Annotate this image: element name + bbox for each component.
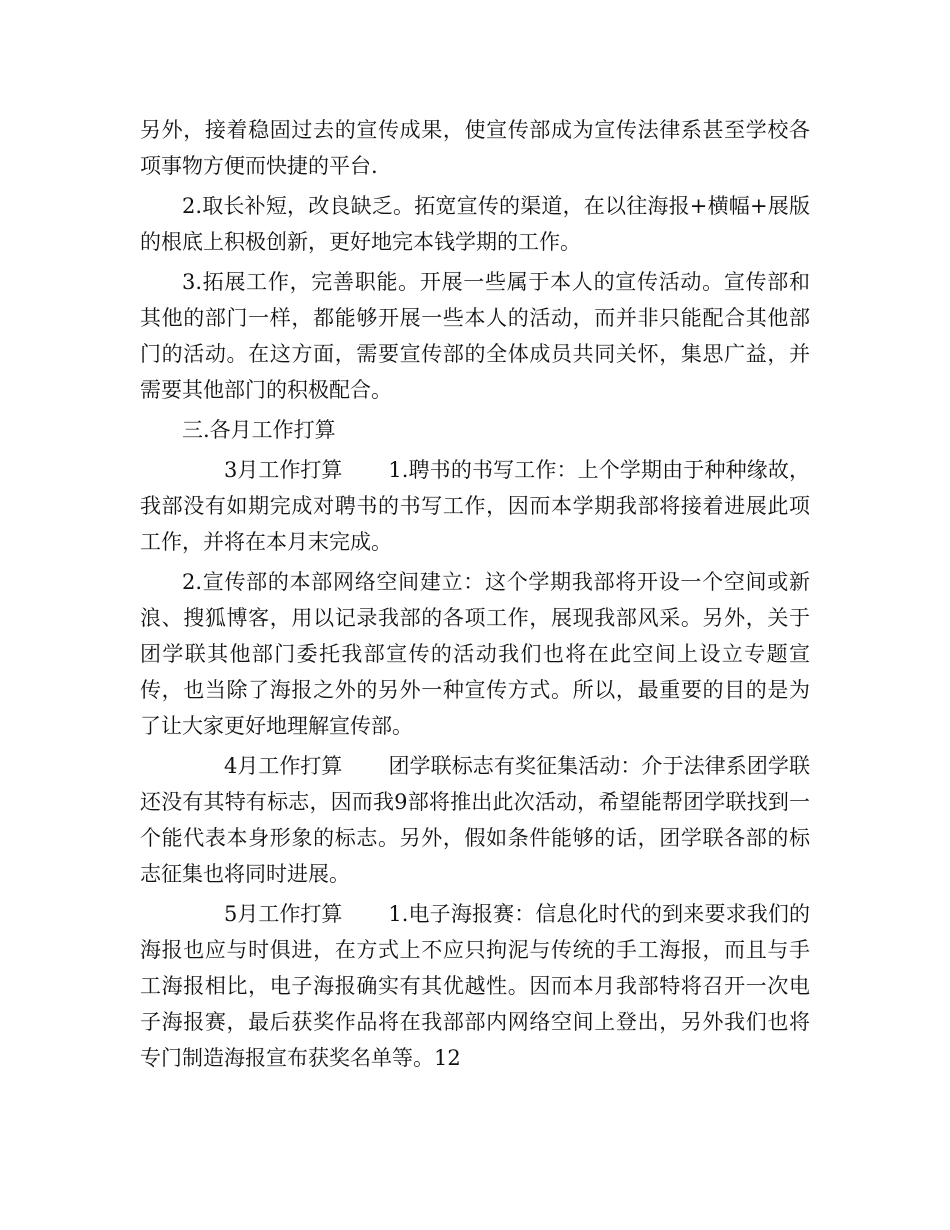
paragraph-item-2: 2.取长补短，改良缺乏。拓宽宣传的渠道，在以往海报+横幅+展版的根底上积极创新，更好地完本钱学期的工作。	[140, 194, 810, 254]
march-plan-text: 1.聘书的书写工作：上个学期由于种种缘故，我部没有如期完成对聘书的书写工作，因而本学期我部将接着进展此项工作，并将在本月末完成。	[140, 458, 810, 554]
paragraph-april-plan	[140, 748, 810, 892]
paragraph-intro: 另外，接着稳固过去的宣传成果，使宣传部成为宣传法律系甚至学校各项事物方便而快捷的平台.	[140, 118, 810, 178]
section-heading-monthly-plan: 三.各月工作打算	[182, 418, 336, 442]
may-plan-text: 1.电子海报赛：信息化时代的到来要求我们的海报也应与时俱进，在方式上不应只拘泥与传统的手工海报，而且与手工海报相比，电子海报确实有其优越性。因而本月我部特将召开一次电子海报赛，最后获奖作品将在我部部内网络空间上登出，另外我们也将专门制造海报宣布获奖名单等。12	[140, 902, 810, 1070]
document-page	[140, 112, 810, 1080]
april-plan-label: 4月工作打算	[224, 754, 343, 778]
may-plan-label: 5月工作打算	[224, 902, 343, 926]
march-plan-label: 3月工作打算	[224, 458, 343, 482]
paragraph-network-space: 2.宣传部的本部网络空间建立：这个学期我部将开设一个空间或新浪、搜狐博客，用以记录我部的各项工作，展现我部风采。另外，关于团学联其他部门委托我部宣传的活动我们也将在此空间上设立专题宣传，也当除了海报之外的另外一种宣传方式。所以，最重要的目的是为了让大家更好地理解宣传部。	[140, 570, 810, 738]
paragraph-may-plan	[140, 896, 810, 1076]
paragraph-item-3: 3.拓展工作，完善职能。开展一些属于本人的宣传活动。宣传部和其他的部门一样，都能够开展一些本人的活动，而并非只能配合其他部门的活动。在这方面，需要宣传部的全体成员共同关怀，集思广益，并需要其他部门的积极配合。	[140, 270, 810, 402]
paragraph-march-plan	[140, 452, 810, 560]
april-plan-text: 团学联标志有奖征集活动：介于法律系团学联还没有其特有标志，因而我9部将推出此次活动，希望能帮团学联找到一个能代表本身形象的标志。另外，假如条件能够的话，团学联各部的标志征集也将同时进展。	[140, 754, 810, 886]
